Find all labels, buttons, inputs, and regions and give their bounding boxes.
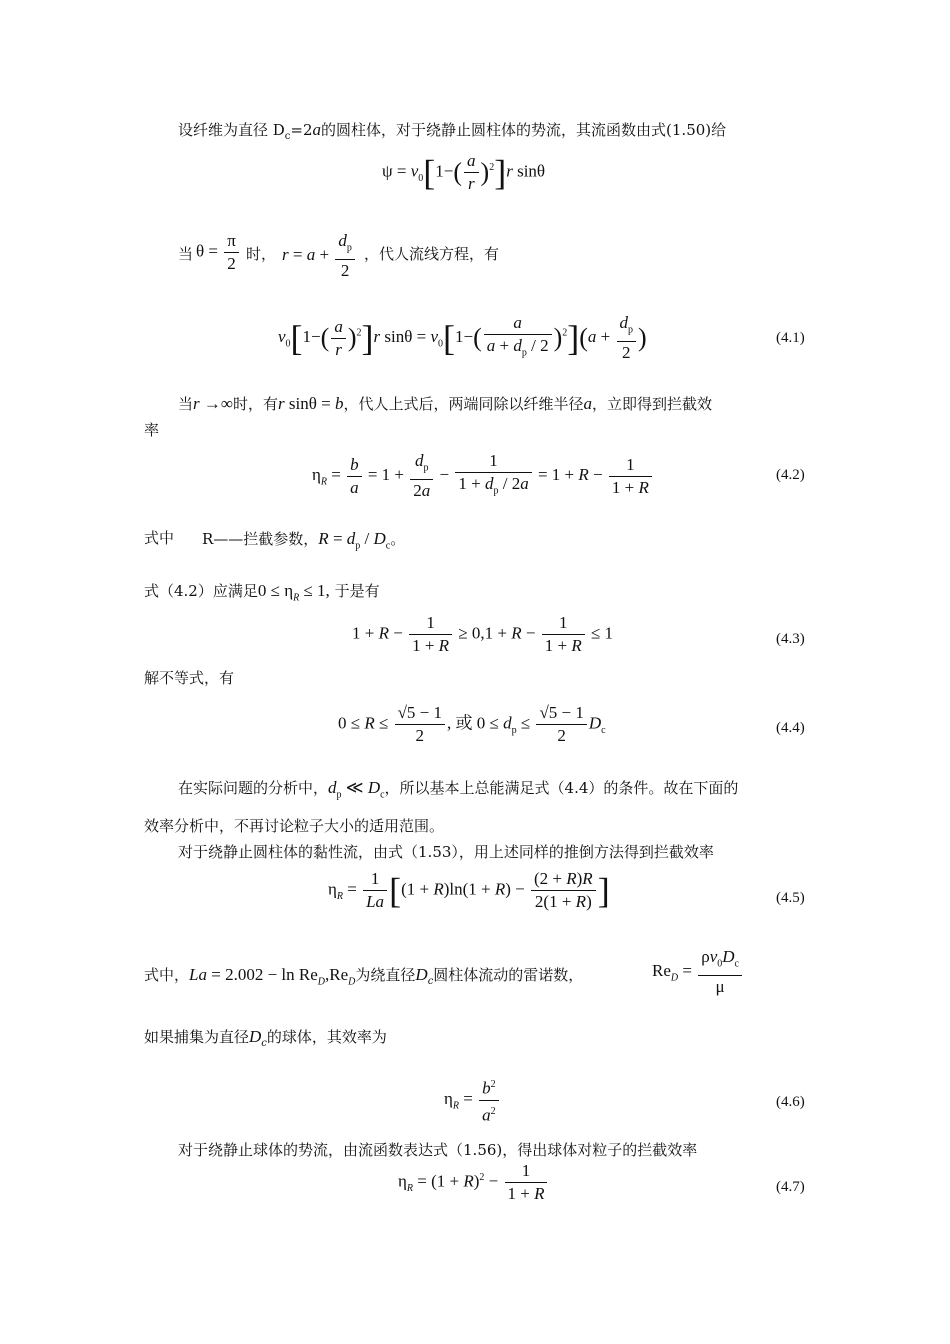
stream-function-equation: $\psi = v_0[1-$( $\frac{a}{r}$ )$^2$]r sinθ xyxy=(382,151,546,193)
paragraph-10: 如果捕集为直径$D_c$的球体，其效率为 xyxy=(144,1027,387,1049)
equation-4-7: $\eta_R = (1 + R)^2$ − $\frac{1}{1 + R}$ xyxy=(398,1160,549,1205)
paragraph-1: 设纤维为直径 $D_c=2a$的圆柱体，对于绕静止圆柱体的势流，其流函数由式(1.50)给 xyxy=(178,120,727,142)
equation-number-4-7: (4.7) xyxy=(776,1179,805,1195)
equation-4-4: 0 ≤ R ≤ $\frac{√5 - 1}{2}$ , 或 $0 \le d_p$ ≤ $\frac{√5 - 1}{2}$ $D_c$ xyxy=(338,703,606,745)
equation-number-4-3: (4.3) xyxy=(776,631,805,647)
r-condition: r = a + $\frac{d_p}{2}$ xyxy=(282,230,357,282)
equation-number-4-6: (4.6) xyxy=(776,1094,805,1110)
paragraph-8: 对于绕静止圆柱体的黏性流，由式（1.53），用上述同样的推倒方法得到拦截效率 xyxy=(178,843,714,861)
paragraph-2: 当 xyxy=(178,245,194,263)
equation-number-4-2: (4.2) xyxy=(776,467,805,483)
paragraph-11: 对于绕静止球体的势流，由流函数表达式（1.56)，得出球体对粒子的拦截效率 xyxy=(178,1141,698,1159)
paragraph-4: R——拦截参数，$R = d_p / D_c$。 xyxy=(202,529,406,552)
equation-number-4-1: (4.1) xyxy=(776,330,805,346)
equation-4-6: $\eta_R$ = $\frac{b^2}{a^2}$ xyxy=(444,1074,501,1126)
theta-condition: θ = $\frac{\pi}{2}$ xyxy=(196,230,241,275)
paragraph-2-b: 时， xyxy=(246,245,277,263)
equation-4-3: 1 + R − $\frac{1}{1 + R}$ ≥ 0,1 + R − $\frac{1}{1 + R}$ ≤ 1 xyxy=(352,613,614,655)
paragraph-7-c: 效率分析中，不再讨论粒子大小的适用范围。 xyxy=(144,817,445,835)
equation-4-2: $\eta_R$ = $\frac{b}{a}$ = 1 + $\frac{d_p}{2a}$ − $\frac{1}{1 + d_p / 2a}$ = 1 + R − $\frac{1}{1 + R}$ xyxy=(312,450,654,502)
paragraph-4-a: 式中 xyxy=(144,529,175,547)
paragraph-3: 当r →∞时，有r sinθ = b，代人上式后，两端同除以纤维半径a，立即得到拦截效 xyxy=(178,394,713,413)
equation-number-4-5: (4.5) xyxy=(776,890,805,906)
paragraph-5: 式（4.2）应满足$0 \le \eta_R \le 1$, 于是有 xyxy=(144,581,380,604)
reynolds-number-formula: $Re_D$ = $\frac{\rho v_0D_c}{\mu}$ xyxy=(652,946,744,998)
equation-4-5: $\eta_R$ = $\frac{1}{La}$ [(1 + R)ln(1 + R) − $\frac{(2 + R)R}{2(1 + R)}$ ] xyxy=(328,869,610,911)
paragraph-6: 解不等式，有 xyxy=(144,669,235,687)
paragraph-9: 式中，$La = 2.002 - \ln Re_D,Re_D$为绕直径$D_c$圆柱体流动的雷诺数， xyxy=(144,965,584,988)
paragraph-3-e: 率 xyxy=(144,421,160,439)
paragraph-2-c: ，代人流线方程，有 xyxy=(364,245,500,263)
equation-4-1: $v_0[1-$( $\frac{a}{r}$ )$^2$]r $\sin\theta = v_0[1-$( $\frac{a}{a + d_p / 2}$ )$^2$](a + $\frac{d_p}{2}$ ) xyxy=(278,313,647,363)
equation-number-4-4: (4.4) xyxy=(776,720,805,736)
paragraph-7: 在实际问题的分析中，$d_p$ ≪ $D_c$，所以基本上总能满足式（4.4）的条件。故在下面的 xyxy=(178,778,739,801)
